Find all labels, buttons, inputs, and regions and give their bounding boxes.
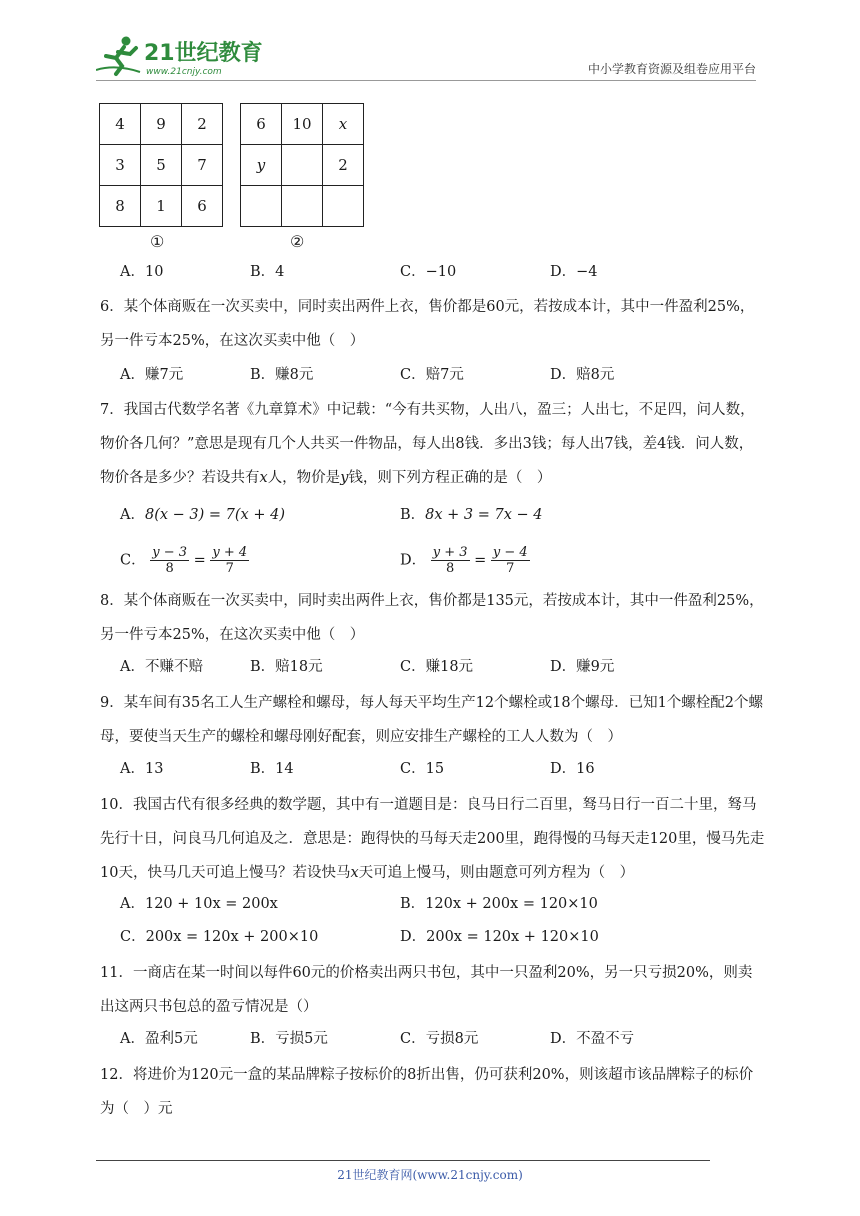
grid-cell <box>323 186 364 227</box>
question-12-text: 12．将进价为120元一盒的某品牌粽子按标价的8折出售，仍可获利20%，则该超市该品牌粽子的标价为（ ）元 <box>100 1067 754 1117</box>
q10-options-row2 <box>120 922 760 952</box>
option-c: C．亏损8元 <box>400 1031 479 1047</box>
grid-cell: 5 <box>141 145 182 186</box>
header-divider <box>96 80 756 81</box>
option-b: B．8x + 3 = 7x − 4 <box>400 507 543 523</box>
option-d: D．200x = 120x + 120×10 <box>400 929 599 945</box>
option-a: A．10 <box>120 264 164 280</box>
footer-text[interactable]: 21世纪教育网(www.21cnjy.com) <box>337 1168 523 1182</box>
svg-text:21世纪教育: 21世纪教育 <box>144 41 263 66</box>
option-c: C． $\frac{y - 3}{8}$ = $\frac{y + 4}{7}$ <box>120 545 248 576</box>
q11-options <box>120 1024 760 1054</box>
grid-cell: 3 <box>100 145 141 186</box>
option-b: B．赔18元 <box>250 659 323 675</box>
grid-cell: 7 <box>182 145 223 186</box>
q10-options-row1 <box>120 889 760 919</box>
option-c: C．200x = 120x + 200×10 <box>120 929 319 945</box>
option-c: C．赔7元 <box>400 367 464 383</box>
grid-cell: 1 <box>141 186 182 227</box>
grid-2-label: ② <box>290 232 305 251</box>
question-7-text: 7．我国古代数学名著《九章算术》中记载：“今有共买物，人出八，盈三；人出七，不足四，问人数，物价各几何？”意思是现有几个人共买一件物品，每人出8钱．多出3钱；每人出7钱，差4钱．问人数，物价各是多少？若设共有x人，物价是y钱，则下列方程正确的是（ ） <box>100 402 755 486</box>
grid-cell: 2 <box>323 145 364 186</box>
question-8-text: 8．某个体商贩在一次买卖中，同时卖出两件上衣，售价都是135元，若按成本计，其中一件盈利25%，另一件亏本25%，在这次买卖中他（ ） <box>100 593 764 643</box>
svg-text:www.21cnjy.com: www.21cnjy.com <box>146 67 222 77</box>
grid-cell: 4 <box>100 104 141 145</box>
grid-cell: 8 <box>100 186 141 227</box>
grid-cell <box>241 186 282 227</box>
option-c: C．−10 <box>400 264 457 280</box>
option-a: A．13 <box>120 761 164 777</box>
option-b: B．120x + 200x = 120×10 <box>400 896 598 912</box>
grid-cell: x <box>323 104 364 145</box>
grid-cell: 9 <box>141 104 182 145</box>
q5-options <box>120 257 760 287</box>
magic-square-grid-1 <box>99 103 223 227</box>
option-c: C．赚18元 <box>400 659 474 675</box>
option-a: A．赚7元 <box>120 367 184 383</box>
question-6-text: 6．某个体商贩在一次买卖中，同时卖出两件上衣，售价都是60元，若按成本计，其中一件盈利25%，另一件亏本25%，在这次买卖中他（ ） <box>100 299 755 349</box>
q7-options-row2 <box>120 545 760 581</box>
option-b: B．4 <box>250 264 285 280</box>
q6-options <box>120 360 760 390</box>
option-d: D．赚9元 <box>550 659 615 675</box>
option-a: A．8(x − 3) = 7(x + 4) <box>120 507 285 523</box>
site-logo <box>96 34 266 78</box>
runner-icon <box>96 37 140 75</box>
question-9-text: 9．某车间有35名工人生产螺栓和螺母，每人每天平均生产12个螺栓或18个螺母．已知1个螺栓配2个螺母，要使当天生产的螺栓和螺母刚好配套，则应安排生产螺栓的工人人数为（ ） <box>100 695 764 745</box>
grid-cell: 2 <box>182 104 223 145</box>
grid-cell: 10 <box>282 104 323 145</box>
grid-cell <box>282 186 323 227</box>
grid-cell: 6 <box>182 186 223 227</box>
q8-options <box>120 652 760 682</box>
option-d: D． $\frac{y + 3}{8}$ = $\frac{y - 4}{7}$ <box>400 545 528 576</box>
option-a: A．盈利5元 <box>120 1031 198 1047</box>
question-11-text: 11．一商店在某一时间以每件60元的价格卖出两只书包，其中一只盈利20%，另一只亏损20%，则卖出这两只书包总的盈亏情况是（） <box>100 965 753 1015</box>
grid-1-label: ① <box>150 232 165 251</box>
option-b: B．亏损5元 <box>250 1031 328 1047</box>
platform-name: 中小学教育资源及组卷应用平台 <box>587 62 756 76</box>
footer-divider <box>96 1160 710 1161</box>
option-a: A．120 + 10x = 200x <box>120 896 278 912</box>
option-a: A．不赚不赔 <box>120 659 203 675</box>
q9-options <box>120 754 760 784</box>
option-c: C．15 <box>400 761 445 777</box>
magic-square-grid-2 <box>240 103 364 227</box>
option-b: B．赚8元 <box>250 367 314 383</box>
option-d: D．赔8元 <box>550 367 615 383</box>
option-d: D．−4 <box>550 264 598 280</box>
grid-cell: 6 <box>241 104 282 145</box>
option-d: D．不盈不亏 <box>550 1031 635 1047</box>
question-10-text: 10．我国古代有很多经典的数学题，其中有一道题目是：良马日行二百里，驽马日行一百二十里，驽马先行十日，问良马几何追及之．意思是：跑得快的马每天走200里，跑得慢的马每天走120里，慢马先走10天，快马几天可追上慢马？若设快马x天可追上慢马，则由题意可列方程为（ ） <box>100 797 765 881</box>
option-d: D．16 <box>550 761 595 777</box>
option-b: B．14 <box>250 761 294 777</box>
grid-cell <box>282 145 323 186</box>
grid-cell: y <box>241 145 282 186</box>
q7-options-row1 <box>120 500 760 530</box>
